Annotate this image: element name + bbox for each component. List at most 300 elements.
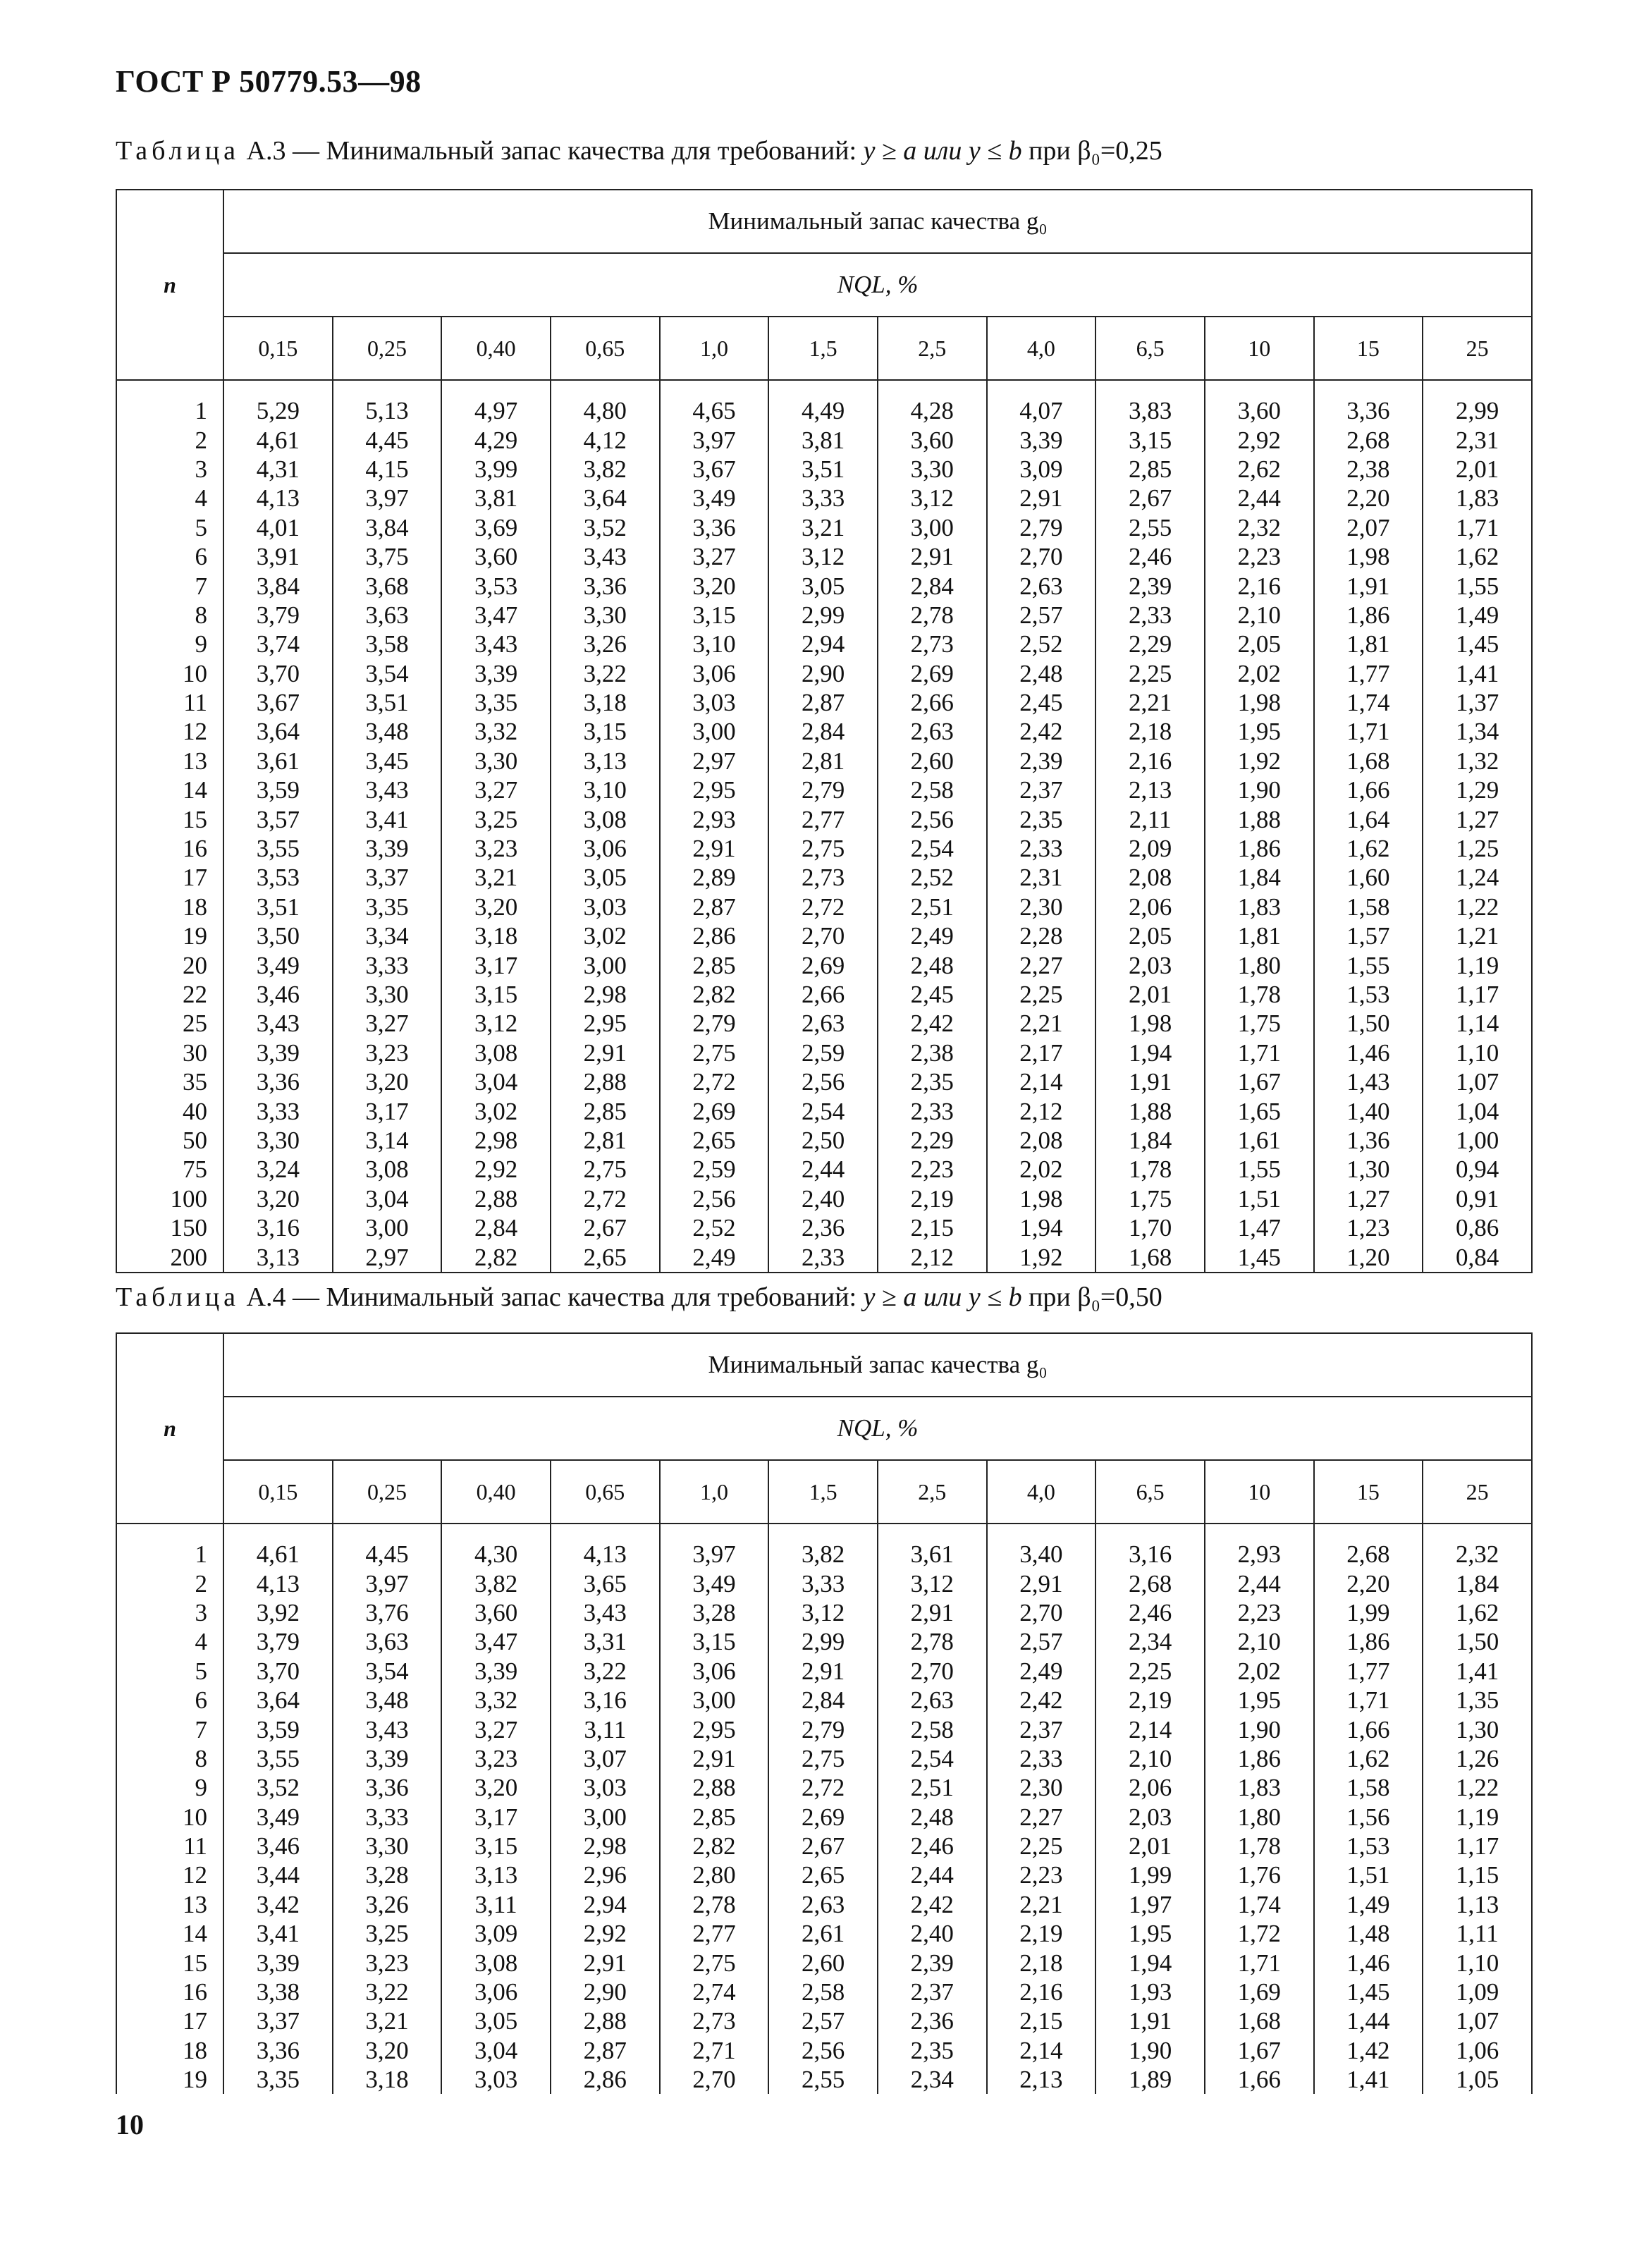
value-cell: 4,45 [333,425,442,454]
value-cell: 3,02 [551,921,660,950]
row-n-cell: 20 [116,950,223,979]
table-row [116,380,1532,425]
caption-prefix: Таблица [116,1282,240,1312]
value-cell: 3,27 [441,1715,551,1743]
value-cell: 2,48 [878,1803,987,1832]
value-cell: 2,92 [441,1155,551,1184]
value-cell: 3,08 [333,1155,442,1184]
value-cell: 2,69 [768,1803,878,1832]
value-cell: 0,91 [1423,1184,1532,1213]
value-cell: 3,84 [333,513,442,542]
value-cell: 4,15 [333,455,442,484]
value-cell: 4,29 [441,425,551,454]
value-cell: 2,95 [660,1715,769,1743]
value-cell: 2,61 [768,1919,878,1948]
value-cell: 2,42 [878,1890,987,1919]
value-cell: 3,50 [223,921,333,950]
value-cell: 2,88 [551,1067,660,1096]
row-n-cell: 14 [116,1919,223,1948]
value-cell: 2,69 [660,1096,769,1125]
value-cell: 2,91 [551,1038,660,1067]
value-cell: 2,66 [878,688,987,717]
value-cell: 2,02 [987,1155,1096,1184]
value-cell: 2,56 [660,1184,769,1213]
value-cell: 2,91 [660,834,769,863]
value-cell: 1,90 [1205,1715,1314,1743]
value-cell: 3,36 [1314,380,1423,425]
value-cell: 4,30 [441,1524,551,1569]
value-cell: 2,31 [1423,425,1532,454]
value-cell: 2,38 [1314,455,1423,484]
caption-text: А.3 — Минимальный запас качества для требований: [240,136,864,166]
value-cell: 2,78 [660,1890,769,1919]
column-header-nql: 4,0 [987,317,1096,380]
value-cell: 2,86 [660,921,769,950]
row-n-cell: 6 [116,1686,223,1715]
value-cell: 3,67 [223,688,333,717]
value-cell: 1,78 [1205,980,1314,1009]
value-cell: 2,14 [987,2036,1096,2065]
value-cell: 2,85 [551,1096,660,1125]
value-cell: 1,83 [1205,1773,1314,1802]
value-cell: 1,53 [1314,1832,1423,1861]
value-cell: 3,51 [223,893,333,921]
table-row [116,2006,1532,2035]
table-row [116,1919,1532,1948]
value-cell: 3,10 [660,630,769,658]
value-cell: 2,58 [768,1978,878,2006]
value-cell: 3,00 [660,1686,769,1715]
value-cell: 1,80 [1205,1803,1314,1832]
table-row [116,1009,1532,1038]
value-cell: 2,56 [768,2036,878,2065]
column-header-nql: 2,5 [878,317,987,380]
value-cell: 3,97 [333,484,442,513]
value-cell: 3,51 [333,688,442,717]
value-cell: 1,84 [1205,863,1314,892]
value-cell: 2,62 [1205,455,1314,484]
value-cell: 3,54 [333,659,442,688]
value-cell: 3,09 [987,455,1096,484]
table-row [116,425,1532,454]
value-cell: 3,36 [223,1067,333,1096]
value-cell: 2,25 [1095,659,1205,688]
value-cell: 4,97 [441,380,551,425]
table-row [116,601,1532,630]
value-cell: 3,37 [333,863,442,892]
value-cell: 3,10 [551,776,660,804]
value-cell: 1,77 [1314,659,1423,688]
value-cell: 2,52 [987,630,1096,658]
value-cell: 2,77 [768,804,878,833]
value-cell: 1,71 [1423,513,1532,542]
value-cell: 1,71 [1314,1686,1423,1715]
value-cell: 2,91 [878,542,987,571]
value-cell: 3,65 [551,1569,660,1598]
value-cell: 1,99 [1095,1861,1205,1889]
value-cell: 3,20 [660,571,769,600]
value-cell: 2,69 [768,950,878,979]
row-n-cell: 15 [116,1948,223,1977]
value-cell: 2,13 [1095,776,1205,804]
value-cell: 3,04 [333,1184,442,1213]
value-cell: 1,77 [1314,1657,1423,1686]
value-cell: 1,35 [1423,1686,1532,1715]
value-cell: 3,33 [333,1803,442,1832]
value-cell: 2,25 [987,980,1096,1009]
value-cell: 3,16 [1095,1524,1205,1569]
value-cell: 1,30 [1314,1155,1423,1184]
table-row [116,1067,1532,1096]
value-cell: 2,36 [878,2006,987,2035]
value-cell: 3,36 [333,1773,442,1802]
value-cell: 2,34 [1095,1627,1205,1656]
value-cell: 4,31 [223,455,333,484]
value-cell: 2,12 [987,1096,1096,1125]
row-n-cell: 3 [116,455,223,484]
value-cell: 3,08 [441,1948,551,1977]
caption-formula: y ≥ a или y ≤ b [863,136,1022,166]
table-row [116,1155,1532,1184]
value-cell: 0,84 [1423,1242,1532,1272]
value-cell: 1,95 [1205,717,1314,746]
value-cell: 1,62 [1423,542,1532,571]
value-cell: 3,05 [768,571,878,600]
row-n-cell: 35 [116,1067,223,1096]
value-cell: 1,83 [1423,484,1532,513]
value-cell: 2,46 [1095,1598,1205,1627]
value-cell: 2,63 [768,1890,878,1919]
value-cell: 3,82 [551,455,660,484]
value-cell: 3,04 [441,2036,551,2065]
value-cell: 3,64 [551,484,660,513]
value-cell: 2,33 [987,1744,1096,1773]
value-cell: 3,00 [551,950,660,979]
value-cell: 1,13 [1423,1890,1532,1919]
value-cell: 3,63 [333,601,442,630]
value-cell: 3,45 [333,747,442,776]
column-header-nql: 0,15 [223,317,333,380]
value-cell: 2,63 [987,571,1096,600]
value-cell: 3,52 [223,1773,333,1802]
table-row [116,893,1532,921]
table-row [116,542,1532,571]
value-cell: 1,71 [1205,1948,1314,1977]
value-cell: 3,15 [1095,425,1205,454]
value-cell: 4,61 [223,1524,333,1569]
value-cell: 2,95 [551,1009,660,1038]
table-row [116,776,1532,804]
value-cell: 2,68 [1314,1524,1423,1569]
value-cell: 3,34 [333,921,442,950]
column-header-nql: 1,0 [660,1460,769,1524]
value-cell: 1,86 [1314,1627,1423,1656]
value-cell: 2,28 [987,921,1096,950]
value-cell: 3,57 [223,804,333,833]
value-cell: 3,70 [223,1657,333,1686]
value-cell: 2,57 [987,1627,1096,1656]
caption-prefix: Таблица [116,136,240,166]
table-row [116,921,1532,950]
value-cell: 3,31 [551,1627,660,1656]
value-cell: 2,97 [333,1242,442,1272]
value-cell: 1,55 [1314,950,1423,979]
row-n-cell: 10 [116,1803,223,1832]
value-cell: 1,25 [1423,834,1532,863]
value-cell: 3,16 [223,1213,333,1242]
value-cell: 2,32 [1423,1524,1532,1569]
row-n-cell: 11 [116,1832,223,1861]
value-cell: 3,33 [768,1569,878,1598]
value-cell: 2,52 [660,1213,769,1242]
value-cell: 4,80 [551,380,660,425]
value-cell: 5,29 [223,380,333,425]
value-cell: 1,84 [1095,1126,1205,1155]
value-cell: 3,22 [333,1978,442,2006]
value-cell: 4,45 [333,1524,442,1569]
value-cell: 1,65 [1205,1096,1314,1125]
value-cell: 3,15 [660,1627,769,1656]
value-cell: 1,10 [1423,1038,1532,1067]
column-header-nql: 1,5 [768,317,878,380]
value-cell: 1,93 [1095,1978,1205,2006]
value-cell: 3,49 [660,484,769,513]
value-cell: 1,71 [1205,1038,1314,1067]
value-cell: 2,79 [768,776,878,804]
value-cell: 2,81 [551,1126,660,1155]
value-cell: 3,15 [660,601,769,630]
value-cell: 2,70 [660,2065,769,2094]
value-cell: 3,33 [768,484,878,513]
value-cell: 2,75 [551,1155,660,1184]
value-cell: 1,49 [1423,601,1532,630]
table-row [116,1686,1532,1715]
value-cell: 3,35 [333,893,442,921]
value-cell: 2,96 [551,1861,660,1889]
table-a4-caption [116,1282,1162,1313]
value-cell: 1,75 [1095,1184,1205,1213]
column-header-nql: 0,65 [551,317,660,380]
value-cell: 1,07 [1423,1067,1532,1096]
value-cell: 2,23 [1205,542,1314,571]
value-cell: 3,36 [551,571,660,600]
row-n-cell: 14 [116,776,223,804]
row-n-cell: 8 [116,601,223,630]
value-cell: 3,03 [441,2065,551,2094]
value-cell: 3,81 [768,425,878,454]
value-cell: 3,12 [441,1009,551,1038]
value-cell: 1,34 [1423,717,1532,746]
value-cell: 3,30 [441,747,551,776]
value-cell: 3,81 [441,484,551,513]
value-cell: 2,84 [768,1686,878,1715]
value-cell: 2,93 [1205,1524,1314,1569]
value-cell: 3,24 [223,1155,333,1184]
table-row [116,1832,1532,1861]
value-cell: 3,30 [878,455,987,484]
value-cell: 1,56 [1314,1803,1423,1832]
value-cell: 3,41 [333,804,442,833]
value-cell: 3,18 [333,2065,442,2094]
value-cell: 2,66 [768,980,878,1009]
value-cell: 2,97 [660,747,769,776]
value-cell: 2,84 [441,1213,551,1242]
value-cell: 1,44 [1314,2006,1423,2035]
value-cell: 2,67 [1095,484,1205,513]
value-cell: 1,69 [1205,1978,1314,2006]
value-cell: 2,12 [878,1242,987,1272]
value-cell: 2,10 [1095,1744,1205,1773]
value-cell: 2,35 [987,804,1096,833]
column-header-nql: 0,40 [441,317,551,380]
value-cell: 2,90 [768,659,878,688]
value-cell: 1,62 [1314,834,1423,863]
value-cell: 1,99 [1314,1598,1423,1627]
value-cell: 1,94 [987,1213,1096,1242]
row-n-cell: 9 [116,1773,223,1802]
value-cell: 3,43 [441,630,551,658]
value-cell: 3,30 [551,601,660,630]
column-headers-row [116,1460,1532,1524]
value-cell: 1,70 [1095,1213,1205,1242]
value-cell: 4,65 [660,380,769,425]
value-cell: 2,18 [987,1948,1096,1977]
value-cell: 3,05 [551,863,660,892]
value-cell: 1,90 [1205,776,1314,804]
value-cell: 2,49 [878,921,987,950]
value-cell: 1,89 [1095,2065,1205,2094]
value-cell: 2,21 [987,1890,1096,1919]
value-cell: 3,11 [441,1890,551,1919]
value-cell: 2,86 [551,2065,660,2094]
value-cell: 3,48 [333,717,442,746]
column-header-nql: 6,5 [1095,1460,1205,1524]
table-row [116,1978,1532,2006]
value-cell: 4,13 [223,484,333,513]
value-cell: 3,92 [223,1598,333,1627]
value-cell: 3,32 [441,1686,551,1715]
value-cell: 1,45 [1314,1978,1423,2006]
row-n-cell: 5 [116,1657,223,1686]
value-cell: 4,12 [551,425,660,454]
value-cell: 3,74 [223,630,333,658]
value-cell: 3,49 [223,950,333,979]
table-row [116,1715,1532,1743]
value-cell: 3,39 [223,1038,333,1067]
column-header-nql: 2,5 [878,1460,987,1524]
column-header-nql: 10 [1205,1460,1314,1524]
value-cell: 3,43 [333,776,442,804]
row-n-cell: 1 [116,1524,223,1569]
value-cell: 1,05 [1423,2065,1532,2094]
row-n-cell: 1 [116,380,223,425]
value-cell: 2,71 [660,2036,769,2065]
value-cell: 2,95 [660,776,769,804]
value-cell: 1,00 [1423,1126,1532,1155]
nql-label: NQL, % [837,1414,919,1442]
value-cell: 3,67 [660,455,769,484]
table-row [116,630,1532,658]
table-row [116,950,1532,979]
value-cell: 2,20 [1314,484,1423,513]
value-cell: 2,39 [1095,571,1205,600]
value-cell: 1,50 [1314,1009,1423,1038]
value-cell: 3,82 [441,1569,551,1598]
value-cell: 3,46 [223,980,333,1009]
value-cell: 3,59 [223,1715,333,1743]
column-header-nql: 15 [1314,317,1423,380]
value-cell: 2,70 [878,1657,987,1686]
value-cell: 1,17 [1423,1832,1532,1861]
value-cell: 3,97 [660,425,769,454]
value-cell: 3,64 [223,1686,333,1715]
value-cell: 1,66 [1205,2065,1314,2094]
value-cell: 3,33 [223,1096,333,1125]
value-cell: 4,07 [987,380,1096,425]
value-cell: 1,78 [1205,1832,1314,1861]
value-cell: 2,88 [551,2006,660,2035]
row-n-cell: 17 [116,863,223,892]
value-cell: 3,08 [551,804,660,833]
value-cell: 1,27 [1314,1184,1423,1213]
table-row [116,1213,1532,1242]
value-cell: 3,55 [223,834,333,863]
value-cell: 3,06 [660,659,769,688]
value-cell: 2,44 [878,1861,987,1889]
table-row [116,1890,1532,1919]
row-n-cell: 25 [116,1009,223,1038]
value-cell: 3,39 [441,659,551,688]
column-header-nql: 0,40 [441,1460,551,1524]
value-cell: 4,01 [223,513,333,542]
value-cell: 1,45 [1205,1242,1314,1272]
value-cell: 2,33 [1095,601,1205,630]
value-cell: 2,57 [768,2006,878,2035]
value-cell: 2,17 [987,1038,1096,1067]
value-cell: 3,75 [333,542,442,571]
value-cell: 1,98 [1095,1009,1205,1038]
column-header-nql: 1,0 [660,317,769,380]
value-cell: 1,51 [1314,1861,1423,1889]
value-cell: 2,49 [660,1242,769,1272]
value-cell: 3,28 [333,1861,442,1889]
value-cell: 2,87 [768,688,878,717]
value-cell: 2,07 [1314,513,1423,542]
value-cell: 2,52 [878,863,987,892]
value-cell: 2,01 [1095,980,1205,1009]
value-cell: 3,53 [441,571,551,600]
value-cell: 3,23 [333,1038,442,1067]
value-cell: 3,06 [441,1978,551,2006]
value-cell: 2,06 [1095,893,1205,921]
value-cell: 3,15 [441,980,551,1009]
value-cell: 1,66 [1314,776,1423,804]
value-cell: 2,55 [768,2065,878,2094]
value-cell: 1,64 [1314,804,1423,833]
value-cell: 1,09 [1423,1978,1532,2006]
row-n-cell: 50 [116,1126,223,1155]
value-cell: 2,93 [660,804,769,833]
value-cell: 1,98 [987,1184,1096,1213]
value-cell: 3,20 [223,1184,333,1213]
value-cell: 1,20 [1314,1242,1423,1272]
value-cell: 1,53 [1314,980,1423,1009]
value-cell: 2,85 [1095,455,1205,484]
value-cell: 3,39 [987,425,1096,454]
value-cell: 2,03 [1095,950,1205,979]
page-number: 10 [116,2109,144,2140]
value-cell: 1,58 [1314,1773,1423,1802]
